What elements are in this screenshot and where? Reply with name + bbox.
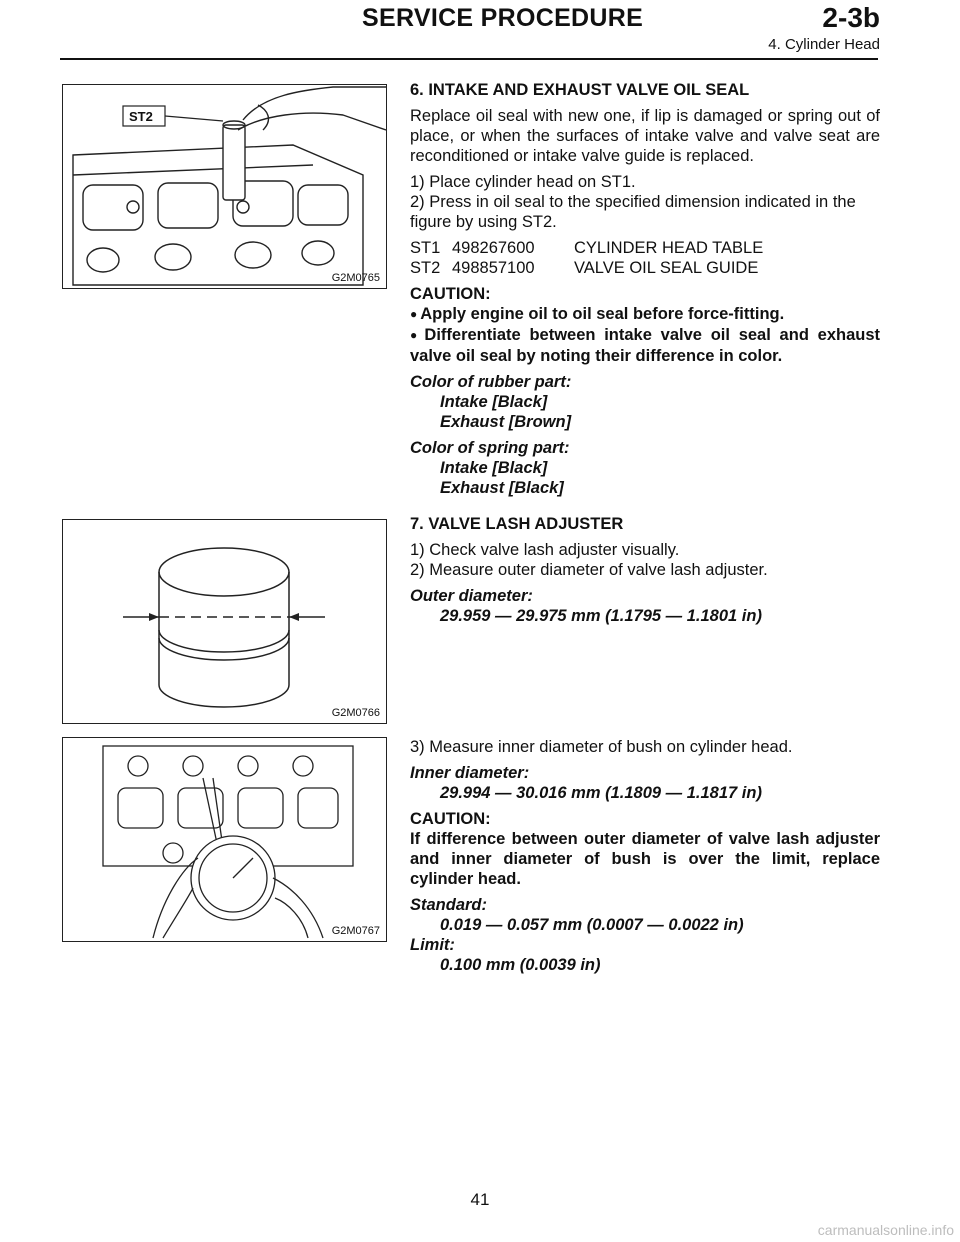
inner-diameter-value: 29.994 — 30.016 mm (1.1809 — 1.1817 in) <box>440 784 762 802</box>
spring-color-label: Color of spring part: <box>410 439 570 457</box>
step-2: 2) Measure outer diameter of valve lash adjuster. <box>410 561 768 579</box>
outer-diameter-label: Outer diameter: <box>410 587 533 605</box>
tool-number: 498267600 <box>452 239 535 257</box>
figure-oil-seal-install <box>62 84 387 289</box>
header-title: SERVICE PROCEDURE <box>362 4 644 32</box>
header-subtitle: 4. Cylinder Head <box>768 36 880 53</box>
caution-bullet: ● Apply engine oil to oil seal before force-fitting. <box>410 304 880 325</box>
caution-label: CAUTION: <box>410 810 491 828</box>
oil-seal-illustration <box>63 85 386 288</box>
figure-bush-measure <box>62 737 387 942</box>
section-7-heading: 7. VALVE LASH ADJUSTER <box>410 515 624 533</box>
tool-name: VALVE OIL SEAL GUIDE <box>574 259 759 277</box>
header-rule <box>60 58 878 60</box>
standard-value: 0.019 — 0.057 mm (0.0007 — 0.0022 in) <box>440 916 744 934</box>
step-3: 3) Measure inner diameter of bush on cylinder head. <box>410 738 793 756</box>
section-6-intro: Replace oil seal with new one, if lip is damaged or spring out of place, or when the surfaces of intake valve and valve seat are reconditioned or intake valve guide is replaced. <box>410 107 880 165</box>
limit-label: Limit: <box>410 936 455 954</box>
section-6-heading: 6. INTAKE AND EXHAUST VALVE OIL SEAL <box>410 81 750 99</box>
caution-bullet: ● Differentiate between intake valve oil seal and exhaust valve oil seal by noting their difference in color. <box>410 325 880 366</box>
spring-exhaust: Exhaust [Black] <box>440 479 564 497</box>
section-7-measure-text <box>410 737 880 981</box>
tool-name: CYLINDER HEAD TABLE <box>574 239 764 257</box>
section-6-text <box>410 80 880 504</box>
lash-adjuster-illustration <box>63 520 386 723</box>
step-1: 1) Place cylinder head on ST1. <box>410 173 636 191</box>
tool-code: ST1 <box>410 239 441 257</box>
caution-label: CAUTION: <box>410 285 491 303</box>
limit-value: 0.100 mm (0.0039 in) <box>440 956 601 974</box>
tool-code: ST2 <box>410 259 441 277</box>
section-7-text <box>410 514 880 632</box>
figure-lash-adjuster <box>62 519 387 724</box>
tool-row <box>410 258 880 278</box>
step-2: 2) Press in oil seal to the specified dimension indicated in the figure by using ST2. <box>410 193 856 231</box>
rubber-color-label: Color of rubber part: <box>410 373 572 391</box>
figure-id: G2M0765 <box>331 272 380 284</box>
spring-intake: Intake [Black] <box>440 459 548 477</box>
tool-row <box>410 238 880 258</box>
outer-diameter-value: 29.959 — 29.975 mm (1.1795 — 1.1801 in) <box>440 607 762 625</box>
st2-callout-label: ST2 <box>129 109 153 124</box>
tool-number: 498857100 <box>452 259 535 277</box>
inner-diameter-label: Inner diameter: <box>410 764 530 782</box>
figure-id: G2M0767 <box>331 925 380 937</box>
step-1: 1) Check valve lash adjuster visually. <box>410 541 680 559</box>
watermark: carmanualsonline.info <box>817 1222 954 1238</box>
header-section-code: 2-3b <box>822 2 880 33</box>
rubber-intake: Intake [Black] <box>440 393 548 411</box>
caution-text: If difference between outer diameter of valve lash adjuster and inner diameter of bush is over the limit, replace cylinder head. <box>410 830 880 888</box>
tool-list <box>410 238 880 278</box>
standard-label: Standard: <box>410 896 488 914</box>
page-header <box>0 0 960 60</box>
bush-measure-illustration <box>63 738 386 941</box>
figure-id: G2M0766 <box>331 707 380 719</box>
page-number: 41 <box>470 1190 490 1209</box>
rubber-exhaust: Exhaust [Brown] <box>440 413 572 431</box>
